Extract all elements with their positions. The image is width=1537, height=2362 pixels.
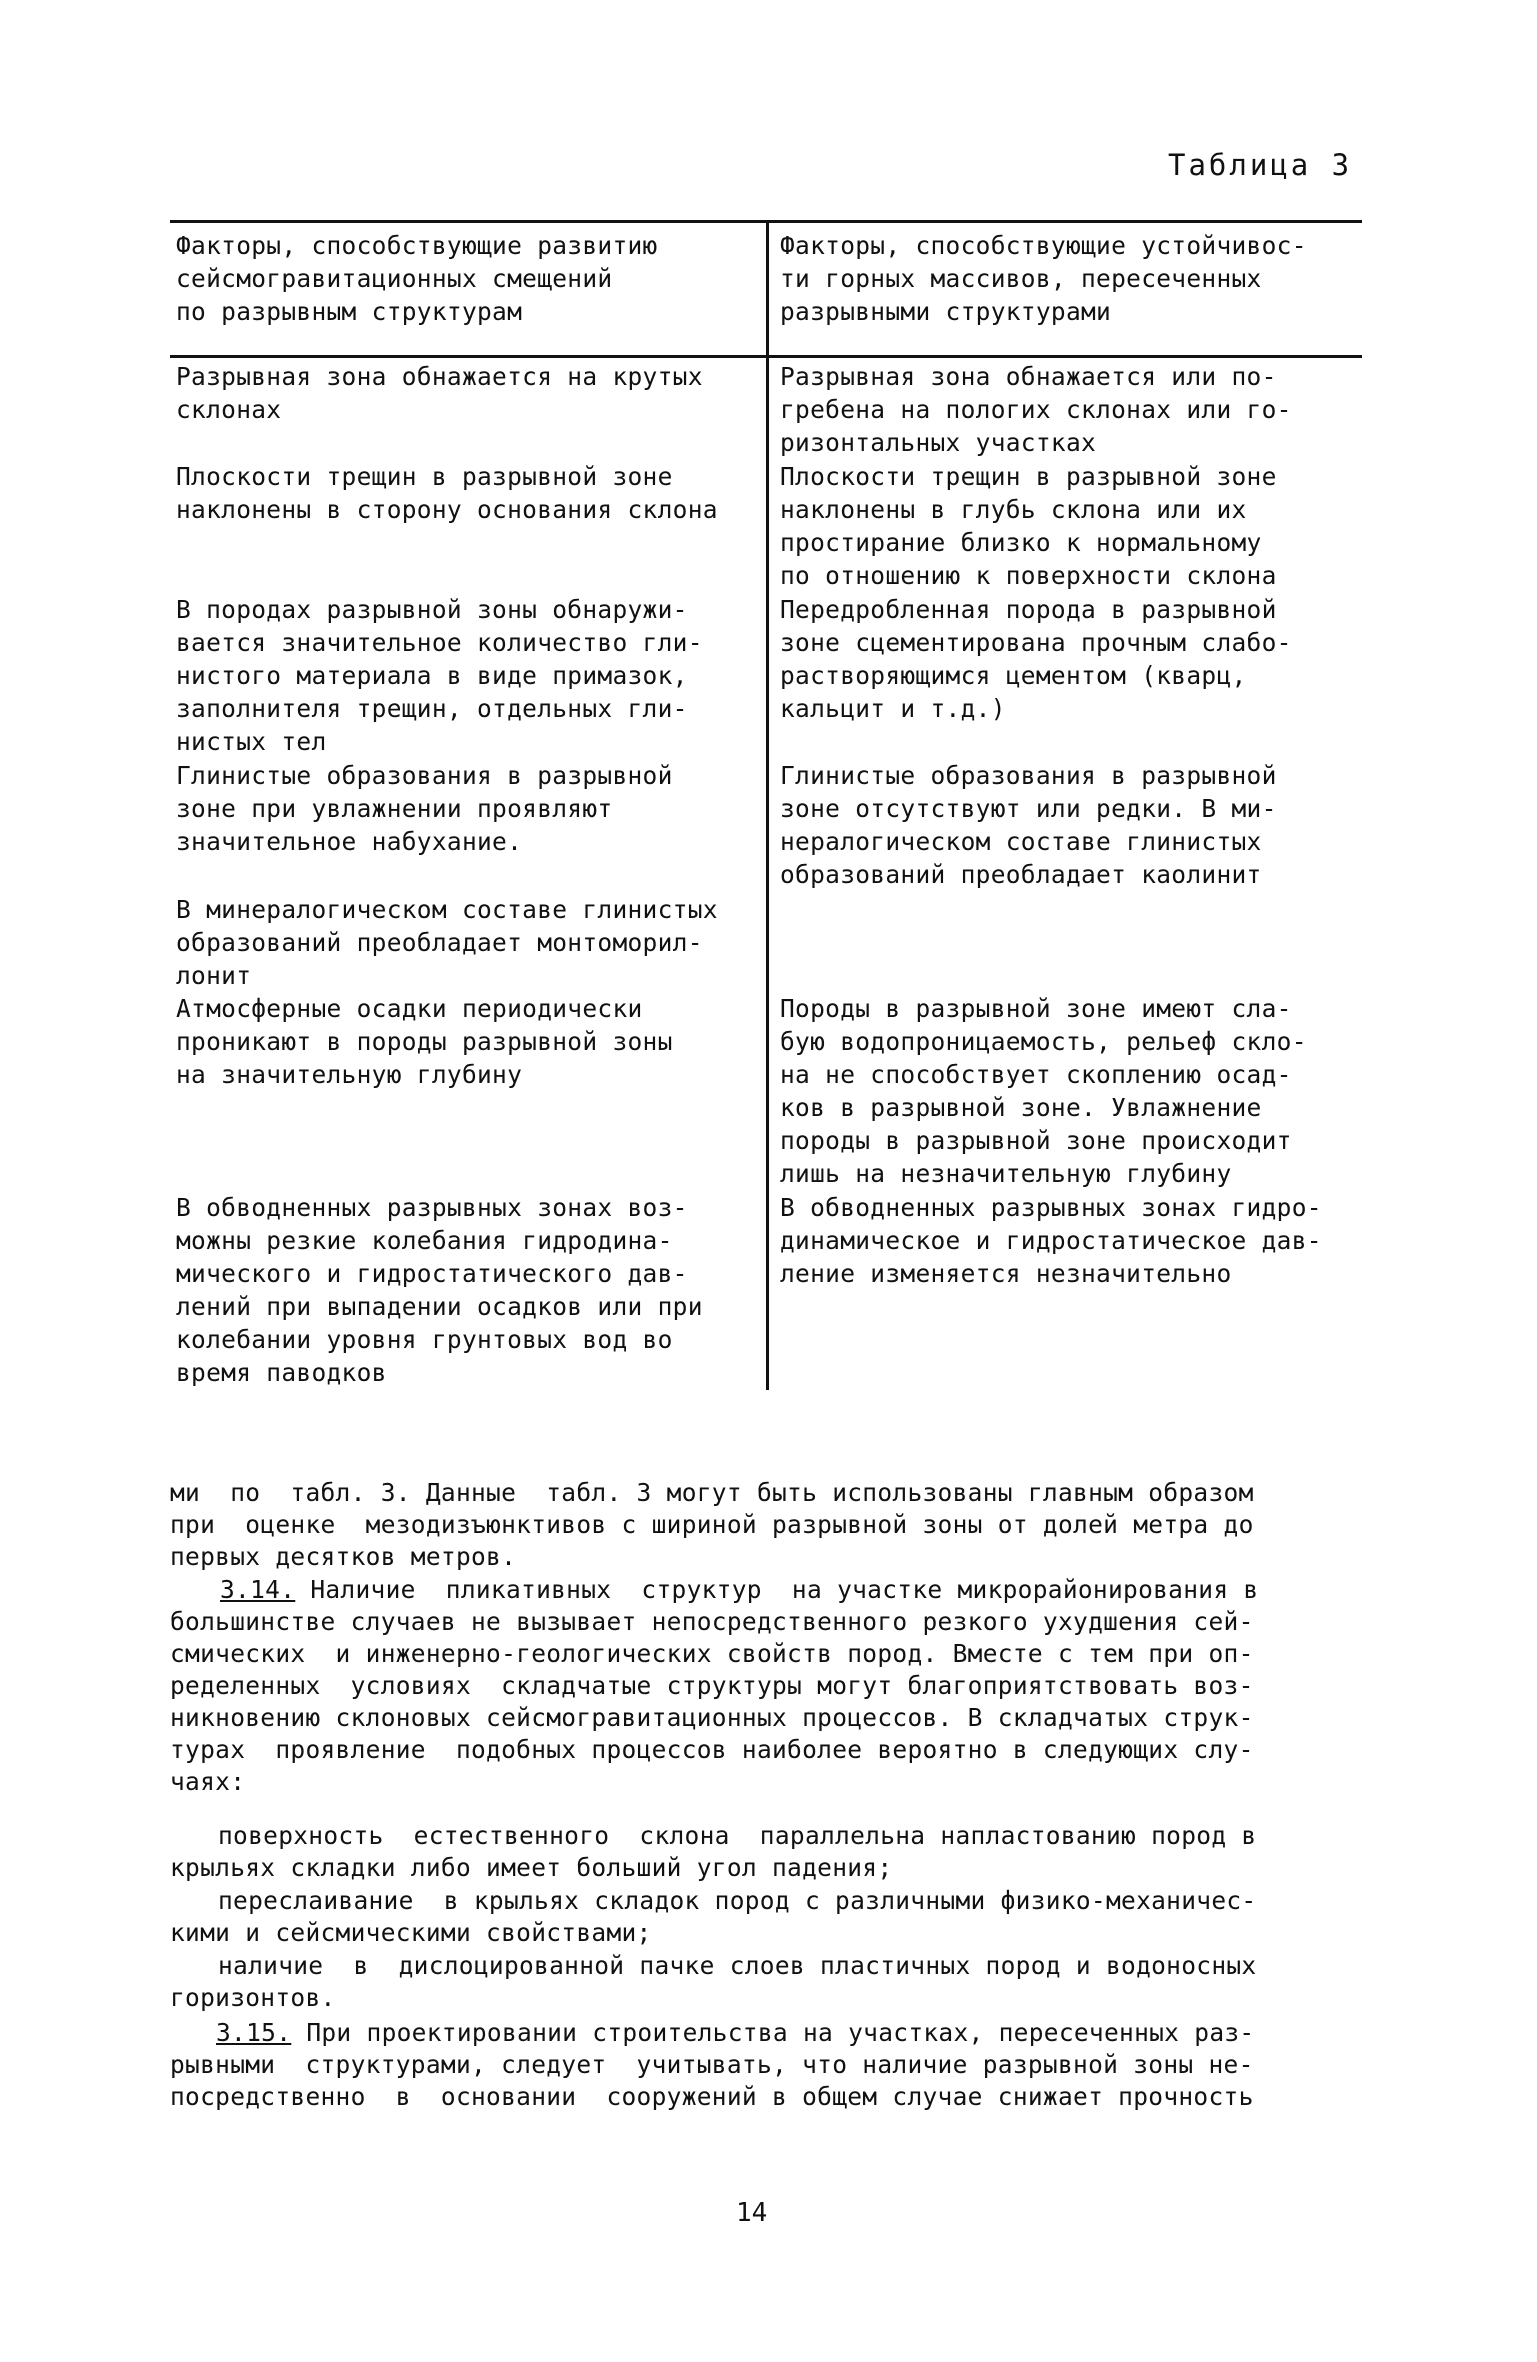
- table-column-divider: [766, 222, 769, 1390]
- table-caption: Таблица 3: [1168, 148, 1353, 182]
- table-cell-left: Атмосферные осадки периодически проникают в породы разрывной зоны на значительную глубину: [176, 994, 673, 1089]
- table-cell-right: Породы в разрывной зоне имеют сла- бую водопроницаемость, рельеф скло- на не способствует скоплению осад- ков в разрывной зоне. Увлажнение породы в разрывной зоне происходит лишь на незначительную глубину: [780, 994, 1307, 1188]
- list-item: переслаивание в крыльях складок пород с различными физико-механичес- кими и сейсмическими свойствами;: [170, 1886, 1257, 1947]
- table-cell-right: Передробленная порода в разрывной зоне сцементирована прочным слабо- растворяющимся цементом (кварц, кальцит и т.д.): [780, 595, 1292, 723]
- section-number: 3.15.: [216, 2018, 292, 2047]
- table-cell-right: Разрывная зона обнажается или по- гребена на пологих склонах или го- ризонтальных участках: [780, 362, 1292, 457]
- section-text: Наличие пликативных структур на участке микрорайонирования в большинстве случаев не вызывает непосредственного резкого ухудшения сей- смических и инженерно-геологических свойств пород. Вместе с тем при оп- ределенных условиях складчатые структуры могут благоприятствовать воз- никновению склоновых сейсмогравитационных процессов. В складчатых струк- турах проявление подобных процессов наиболее вероятно в следующих слу- чаях:: [170, 1575, 1259, 1796]
- table-cell-right: Глинистые образования в разрывной зоне отсутствуют или редки. В ми- нералогическом составе глинистых образований преобладает каолинит: [780, 761, 1277, 889]
- table-cell-left: В обводненных разрывных зонах воз- можны резкие колебания гидродина- мического и гидростатического дав- лений при выпадении осадков или при колебании уровня грунтовых вод во время паводков: [176, 1193, 703, 1387]
- list-item: поверхность естественного склона параллельна напластованию пород в крыльях складки либо имеет больший угол падения;: [170, 1821, 1257, 1882]
- table-cell-left: Плоскости трещин в разрывной зоне наклонены в сторону основания склона: [176, 462, 718, 524]
- list-item: наличие в дислоцированной пачке слоев пластичных пород и водоносных горизонтов.: [170, 1951, 1257, 2012]
- table-cell-right: Плоскости трещин в разрывной зоне наклонены в глубь склона или их простирание близко к нормальному по отношению к поверхности склона: [780, 462, 1277, 590]
- paragraph: ми по табл. 3. Данные табл. 3 могут быть использованы главным образом при оценке мезодизъюнктивов с шириной разрывной зоны от долей метра до первых десятков метров.: [170, 1478, 1254, 1571]
- table-cell-left: Глинистые образования в разрывной зоне при увлажнении проявляют значительное набухание.: [176, 761, 673, 856]
- section-text: При проектировании строительства на участках, пересеченных раз- рывными структурами, следует учитывать, что наличие разрывной зоны не- посредственно в основании сооружений в общем случае снижает прочность: [170, 2018, 1255, 2111]
- section-number: 3.14.: [220, 1575, 296, 1604]
- table-cell-left: В минералогическом составе глинистых образований преобладает монтоморил- лонит: [176, 895, 718, 990]
- section-3-14: [170, 1574, 1360, 1798]
- page-number: 14: [736, 2198, 768, 2228]
- table-header-left: Факторы, способствующие развитию сейсмогравитационных смещений по разрывным структурам: [176, 231, 658, 326]
- section-3-15: [170, 2017, 1360, 2113]
- table-cell-left: Разрывная зона обнажается на крутых склонах: [176, 362, 703, 424]
- table-cell-left: В породах разрывной зоны обнаружи- вается значительное количество гли- нистого материала в виде примазок, заполнителя трещин, отдельных гли- нистых тел: [176, 595, 703, 756]
- table-cell-right: В обводненных разрывных зонах гидро- динамическое и гидростатическое дав- ление изменяется незначительно: [780, 1193, 1322, 1288]
- table-header-right: Факторы, способствующие устойчивос- ти горных массивов, пересеченных разрывными структурами: [780, 231, 1307, 326]
